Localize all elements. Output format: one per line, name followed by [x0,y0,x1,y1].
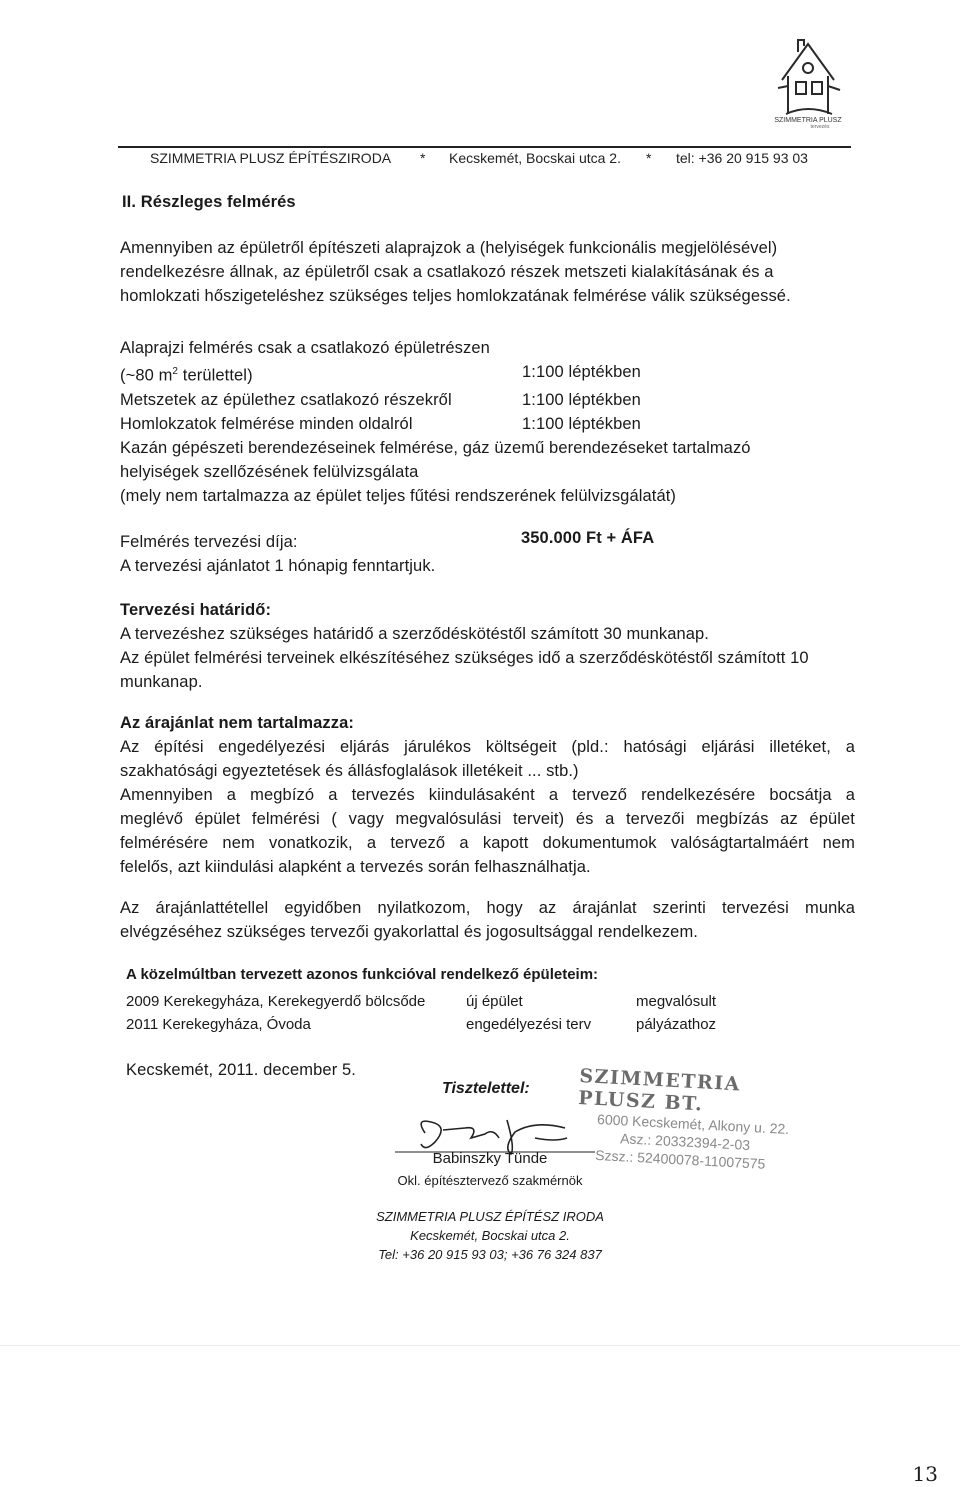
declaration-line: elvégzéséhez szükséges tervezői gyakorlattal és jogosultsággal rendelkezem. [120,923,698,941]
reference-row [126,990,846,1013]
intro-line: homlokzati hőszigeteléshez szükséges teljes homlokzatának felmérése válik szükségessé. [120,287,791,305]
scope-area-sup: 2 [172,366,179,377]
references-table [126,990,846,1036]
stamp-tax-number: Asz.: 20332394-2-03 [619,1130,751,1153]
exclusions-line: Amennyiben a megbízó a tervezés kiindulásaként a tervező rendelkezésére bocsátja a [120,786,855,804]
exclusions-line: felmérésére nem vonatkozik, a tervező a kapott dokumentumok valóságtartalmáért nem [120,834,855,852]
scope-scale: 1:100 léptékben [522,363,641,381]
scope-row [120,360,860,388]
stamp-account: Szsz.: 52400078-11007575 [594,1146,766,1172]
exclusions-title: Az árajánlat nem tartalmazza: [120,714,354,732]
scope-list [120,336,860,508]
scope-item: Metszetek az épülethez csatlakozó részekről [120,390,452,409]
scope-line: Kazán gépészeti berendezéseinek felmérése, gáz üzemű berendezéseket tartalmazó [120,438,751,457]
scope-area-prefix: (~80 m [120,366,173,385]
reference-type: engedélyezési terv [466,1016,592,1033]
logo-text: SZIMMETRIA PLUSZ [774,117,842,124]
header-separator: * [420,150,426,166]
header-address: Kecskemét, Bocskai utca 2. [449,150,621,166]
scope-scale: 1:100 léptékben [522,390,641,409]
header-separator: * [646,150,652,166]
logo-subtext: tervezés [810,124,830,128]
office-address: Kecskemét, Bocskai utca 2. [410,1228,570,1243]
exclusions-line: meglévő épület felmérési ( vagy megvalósulási terveit) és a tervezői megbízás az épület [120,810,855,828]
place-date: Kecskemét, 2011. december 5. [126,1061,356,1079]
deadline-line: munkanap. [120,673,203,691]
declaration [120,896,855,944]
page-edge [0,1345,960,1346]
references-title: A közelmúltban tervezett azonos funkcióval rendelkező épületeim: [126,966,599,983]
stamp-name: SZIMMETRIA PLUSZ BT. [577,1065,742,1116]
reference-name: 2011 Kerekegyháza, Óvoda [126,1016,311,1033]
scope-row [120,388,860,412]
fee-amount: 350.000 Ft + ÁFA [521,529,655,547]
page-number: 13 [912,1462,938,1486]
reference-row [126,1013,846,1036]
scope-row [120,412,860,436]
deadline-line: Az épület felmérési terveinek elkészítéséhez szükséges idő a szerződéskötéstől számított 10 [120,649,809,667]
exclusions-line: szakhatósági egyeztetések és állásfoglalások illetékeit ... stb.) [120,762,579,780]
regards: Tisztelettel: [442,1080,530,1097]
header-phone: tel: +36 20 915 93 03 [676,150,808,166]
scope-line: (mely nem tartalmazza az épület teljes fűtési rendszerének felülvizsgálatát) [120,486,677,505]
intro-line: Amennyiben az épületről építészeti alaprajzok a (helyiségek funkcionális megjelölésével) [120,239,778,257]
fee-label: Felmérés tervezési díja: [120,533,298,551]
office-phone: Tel: +36 20 915 93 03; +36 76 324 837 [378,1247,602,1262]
deadline-line: A tervezéshez szükséges határidő a szerződéskötéstől számított 30 munkanap. [120,625,709,643]
scope-scale: 1:100 léptékben [522,414,641,433]
reference-status: pályázathoz [636,1016,717,1033]
header-company: SZIMMETRIA PLUSZ ÉPÍTÉSZIRODA [150,150,392,166]
exclusions-line: felelős, azt kiindulási alapként a tervezés során felhasználhatja. [120,858,591,876]
scope-item: Homlokzatok felmérése minden oldalról [120,414,413,433]
signer-title: Okl. építésztervező szakmérnök [397,1173,583,1188]
scope-line: Alaprajzi felmérés csak a csatlakozó épületrészen [120,339,490,357]
declaration-line: Az árajánlattétellel egyidőben nyilatkozom, hogy az árajánlat szerinti tervezési munka [120,899,855,917]
fee-validity: A tervezési ajánlatot 1 hónapig fenntartjuk. [120,557,436,575]
scope-area-suffix: területtel) [178,366,253,385]
intro-paragraph [120,236,840,308]
section-title: II. Részleges felmérés [122,193,296,211]
reference-status: megvalósult [636,993,717,1010]
signer-name: Babinszky Tünde [432,1150,548,1167]
intro-line: rendelkezésre állnak, az épületről csak a csatlakozó részek metszeti kialakításának és a [120,263,774,281]
scope-line: helyiségek szellőzésének felülvizsgálata [120,462,419,481]
reference-name: 2009 Kerekegyháza, Kerekegyerdő bölcsőde [126,993,426,1010]
deadline-title: Tervezési határidő: [120,601,272,619]
reference-type: új épület [466,993,523,1010]
header-rule [118,146,851,148]
company-logo-icon [768,30,850,128]
exclusions-line: Az építési engedélyezési eljárás járulékos költségeit (pld.: hatósági eljárási illetéket, a [120,738,855,756]
stamp-address: 6000 Kecskemét, Alkony u. 22. [596,1110,790,1138]
deadline-text [120,622,855,694]
office-name: SZIMMETRIA PLUSZ ÉPÍTÉSZ IRODA [376,1209,604,1224]
exclusions-text [120,735,855,879]
